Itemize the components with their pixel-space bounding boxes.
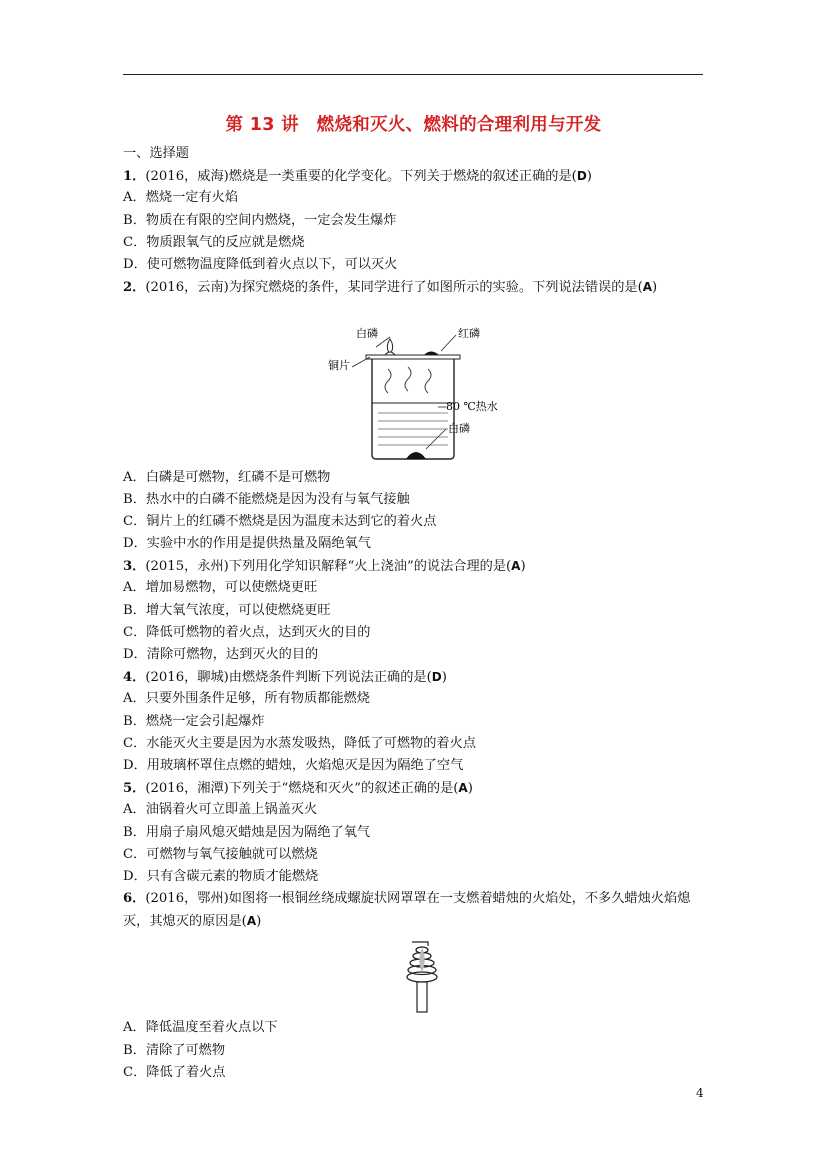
question-text: (2016，聊城)由燃烧条件判断下列说法正确的是(	[145, 670, 432, 686]
coil-handle	[412, 942, 428, 946]
beaker-diagram	[328, 325, 508, 465]
option: A．油锅着火可立即盖上锅盖灭火	[123, 802, 318, 818]
answer-letter: D	[576, 169, 587, 184]
option: B．热水中的白磷不能燃烧是因为没有与氧气接触	[123, 491, 410, 507]
question-6-stem	[123, 888, 713, 932]
option: D．实验中水的作用是提供热量及隔绝氧气	[123, 536, 371, 552]
label-copper-sheet: 铜片	[328, 358, 350, 372]
question-number: 6．	[123, 891, 146, 907]
question-number: 1．	[123, 169, 146, 185]
candle-coil-figure	[123, 932, 713, 1017]
page-number: 4	[696, 1086, 704, 1100]
option: A．降低温度至着火点以下	[123, 1020, 278, 1036]
paren-close: )	[652, 280, 658, 296]
section-heading: 一、选择题	[123, 146, 189, 161]
paren-close: )	[441, 670, 447, 686]
option: B．燃烧一定会引起爆炸	[123, 713, 265, 729]
option: A．只要外围条件足够，所有物质都能燃烧	[123, 691, 370, 707]
option: B．增大氧气浓度，可以使燃烧更旺	[123, 602, 331, 618]
answer-letter: A	[511, 559, 521, 574]
combustion-experiment-figure	[123, 321, 713, 467]
flame-icon	[419, 948, 424, 972]
question-list	[123, 143, 713, 1084]
beaker	[372, 359, 454, 459]
option: A．白磷是可燃物，红磷不是可燃物	[123, 469, 331, 485]
coil-ring	[407, 972, 437, 982]
option: C．降低可燃物的着火点，达到灭火的目的	[123, 624, 371, 640]
vapour	[405, 367, 411, 391]
option: C．水能灭火主要是因为水蒸发吸热，降低了可燃物的着火点	[123, 735, 476, 751]
paren-close: )	[520, 559, 526, 575]
water-hatching	[378, 413, 448, 445]
paren-close: )	[467, 781, 473, 797]
option: C．可燃物与氧气接触就可以燃烧	[123, 846, 318, 862]
paren-close: )	[586, 169, 592, 185]
answer-letter: A	[458, 781, 468, 796]
option: D．只有含碳元素的物质才能燃烧	[123, 868, 319, 884]
question-5-stem	[123, 777, 713, 799]
label-white-phosphorus-bottom: 白磷	[448, 421, 470, 435]
paren-close: )	[256, 914, 262, 930]
option: A．增加易燃物，可以使燃烧更旺	[123, 580, 318, 596]
option: D．用玻璃杯罩住点燃的蜡烛，火焰熄灭是因为隔绝了空气	[123, 757, 464, 773]
question-number: 2．	[123, 280, 146, 296]
option: C．物质跟氧气的反应就是燃烧	[123, 234, 305, 250]
option: C．降低了着火点	[123, 1064, 226, 1080]
vapour	[385, 369, 391, 393]
option: C．铜片上的红磷不燃烧是因为温度未达到它的着火点	[123, 513, 437, 529]
option: B．清除了可燃物	[123, 1042, 226, 1058]
white-phosphorus-underwater	[406, 452, 426, 459]
question-1-stem	[123, 165, 713, 187]
copper-coil-candle-diagram	[398, 936, 448, 1014]
label-white-phosphorus-top: 白磷	[356, 326, 378, 340]
flame-icon	[387, 339, 392, 353]
option: B．物质在有限的空间内燃烧，一定会发生爆炸	[123, 212, 397, 228]
question-2-stem	[123, 276, 713, 320]
candle	[417, 982, 427, 1012]
option: D．清除可燃物，达到灭火的目的	[123, 647, 319, 663]
question-number: 3．	[123, 559, 146, 575]
pointer-line	[352, 357, 370, 367]
header-rule	[123, 74, 703, 75]
copper-sheet	[366, 355, 460, 359]
pointer-line	[426, 429, 446, 449]
option: B．用扇子扇风熄灭蜡烛是因为隔绝了氧气	[123, 824, 371, 840]
option: A．燃烧一定有火焰	[123, 190, 239, 206]
answer-letter: A	[246, 914, 257, 929]
question-number: 4．	[123, 670, 146, 686]
question-text: (2016，威海)燃烧是一类重要的化学变化。下列关于燃烧的叙述正确的是(	[145, 169, 577, 185]
question-text: (2016，鄂州)如图将一根铜丝绕成螺旋状网罩罩在一支燃着蜡烛的火焰处，不多久蜡烛火焰熄灭，其熄灭的原因是(	[123, 891, 691, 930]
question-text: (2016，湘潭)下列关于“燃烧和灭火”的叙述正确的是(	[145, 781, 459, 797]
page-title: 第 13 讲 燃烧和灭火、燃料的合理利用与开发	[225, 115, 602, 135]
option: D．使可燃物温度降低到着火点以下，可以灭火	[123, 256, 398, 272]
label-red-phosphorus: 红磷	[458, 326, 480, 340]
question-4-stem	[123, 666, 713, 688]
answer-letter: D	[431, 670, 442, 685]
answer-letter: A	[642, 280, 653, 295]
question-number: 5．	[123, 781, 146, 797]
question-3-stem	[123, 555, 713, 577]
vapour	[425, 369, 431, 393]
question-text: (2016，云南)为探究燃烧的条件，某同学进行了如图所示的实验。下列说法错误的是(	[145, 280, 643, 296]
label-hot-water: 80 ℃热水	[446, 399, 498, 413]
question-text: (2015，永州)下列用化学知识解释“火上浇油”的说法合理的是(	[145, 559, 512, 575]
pointer-line	[441, 335, 456, 351]
